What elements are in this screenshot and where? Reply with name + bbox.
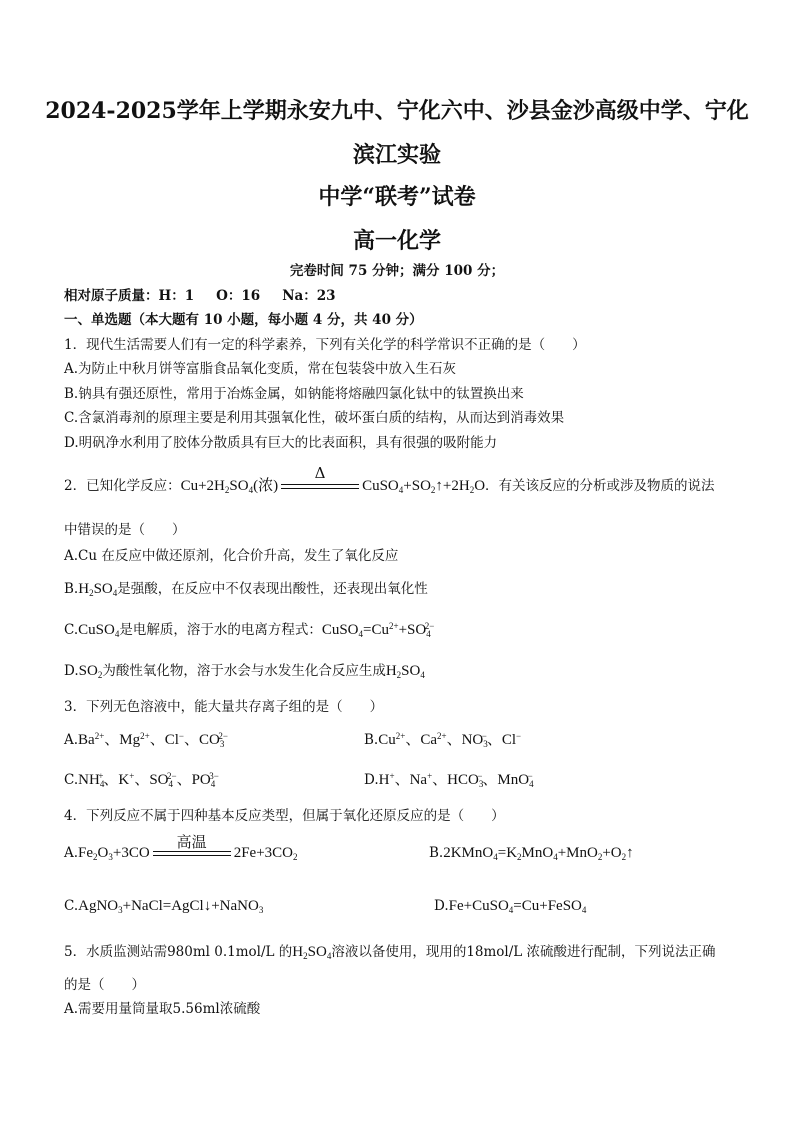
q2-equation-right: $CuSO_4+SO_2↑+2H_2O$ [362,478,486,495]
q1-option-d: D.明矾净水利用了胶体分散质具有巨大的比表面积，具有很强的吸附能力 [64,435,498,451]
q4-option-a: $A.Fe_2O_3+3CO$ 高温 $2Fe+3CO_2$ [64,832,298,862]
q3-options-cd [64,768,744,789]
q2-stem2: 中错误的是（ ） [64,522,186,538]
formula-h2so4-q5: $H_2SO_4$ [292,944,332,961]
exam-title-line2: 滨江实验 [352,142,441,168]
q4-option-b: $B.2KMnO_4=K_2MnO_4+MnO_2+O_2↑$ [429,845,634,862]
q4-stem: 4．下列反应不属于四种基本反应类型，但属于氧化还原反应的是（ ） [64,808,505,824]
q1-option-b: B.钠具有强还原性，常用于冶炼金属，如钠能将熔融四氯化钛中的钛置换出来 [64,386,524,402]
q2-suffix: ．有关该反应的分析或涉及物质的说法 [485,478,715,494]
q2-option-b-text: 是强酸，在反应中不仅表现出酸性，还表现出氧化性 [117,581,428,597]
q4-option-d: D.Fe+CuSO$_4$=Cu+FeSO$_4$ [434,898,587,915]
atomic-mass-o: O：16 [216,288,261,304]
q3-option-a: $A.Ba^{2+}$、$Mg^{2+}$、Cl−、$CO_3^{2-}$ [64,731,228,749]
high-temp-condition: 高温 [176,832,207,851]
q2-option-c-text: 是电解质，溶于水的电离方程式： [119,622,322,638]
formula-so2: $SO_2$ [78,663,103,680]
q5-stem [64,940,716,961]
q2-stem [64,463,715,495]
q3-option-c: $C.NH_4^+$、K+、$SO_4^{2-}$、$PO_4^{3-}$ [64,771,219,789]
q2-option-a: A.Cu 在反应中做还原剂，化合价升高，发生了氧化反应 [64,548,399,564]
exam-title-line3: 中学“联考”试卷 [318,184,476,210]
formula-h2so4: $H_2SO_4$ [78,581,118,598]
formula-cuso4: CuSO$_4$ [78,622,120,639]
exam-title-line1: 2024-2025学年上学期永安九中、宁化六中、沙县金沙高级中学、宁化 [45,98,749,124]
atomic-mass-h: H：1 [158,288,195,304]
subject-title: 高一化学 [352,228,441,254]
q4-options-cd [64,898,744,915]
exam-info: 完卷时间 75 分钟；满分 100 分； [289,263,505,279]
section1-heading: 一、单选题（本大题有 10 小题，每小题 4 分，共 40 分） [64,312,423,328]
q2-option-c: C.CuSO$_4$是电解质，溶于水的电离方程式：$CuSO_4=Cu^{2+}+SO_4^{2-}$ [64,621,435,639]
q5-stem-part2: 溶液以备使用，现用的18mol/L 浓硫酸进行配制，下列说法正确 [331,944,716,960]
q4-option-c: C.AgNO$_3$+NaCl=AgCl↓+NaNO$_3$ [64,898,264,915]
heat-condition: Δ [314,463,326,482]
q2-reaction-arrow [281,463,359,493]
q3-option-d: D.H+、Na+、$HCO_3^-$、MnO$_4$− [364,771,534,789]
q2-option-d-text: 为酸性氧化物，溶于水会与水发生化合反应生成 [102,663,386,679]
q5-option-a: A.需要用量筒量取5.56ml浓硫酸 [64,1001,261,1017]
q5-stem2: 的是（ ） [64,977,145,993]
formula-h2so4-product: $H_2SO_4$ [385,663,425,680]
q3-stem: 3．下列无色溶液中，能大量共存离子组的是（ ） [64,699,384,715]
q1-stem: 1．现代生活需要人们有一定的科学素养，下列有关化学的科学常识不正确的是（ ） [64,337,586,353]
q4-options-ab [64,832,744,862]
q1-option-c: C.含氯消毒剂的原理主要是利用其强氧化性，破坏蛋白质的结构，从而达到消毒效果 [64,410,565,426]
q2-prefix: 2．已知化学反应： [64,478,181,494]
q2-equation-left: $Cu+2H_2SO_4$(浓) [180,478,279,495]
q2-option-d: $D.SO_2$为酸性氧化物，溶于水会与水发生化合反应生成$H_2SO_4$ [64,663,425,680]
atomic-mass-label: 相对原子质量： [64,288,159,304]
atomic-mass-line [64,284,336,304]
atomic-mass-na: Na：23 [282,288,336,304]
q3-option-b: $B.Cu^{2+}$、$Ca^{2+}$、$NO_3^-$、Cl− [364,731,522,749]
q1-option-a: A.为防止中秋月饼等富脂食品氧化变质，常在包装袋中放入生石灰 [64,361,457,377]
q3-options-ab [64,728,744,749]
q4-reaction-arrow [153,832,231,860]
q5-stem-part1: 5．水质监测站需980ml 0.1mol/L 的 [64,944,293,960]
q2-option-b: $B.H_2SO_4$是强酸，在反应中不仅表现出酸性，还表现出氧化性 [64,581,428,598]
ionization-equation: $CuSO_4=Cu^{2+}+SO_4^{2-}$ [321,621,435,639]
